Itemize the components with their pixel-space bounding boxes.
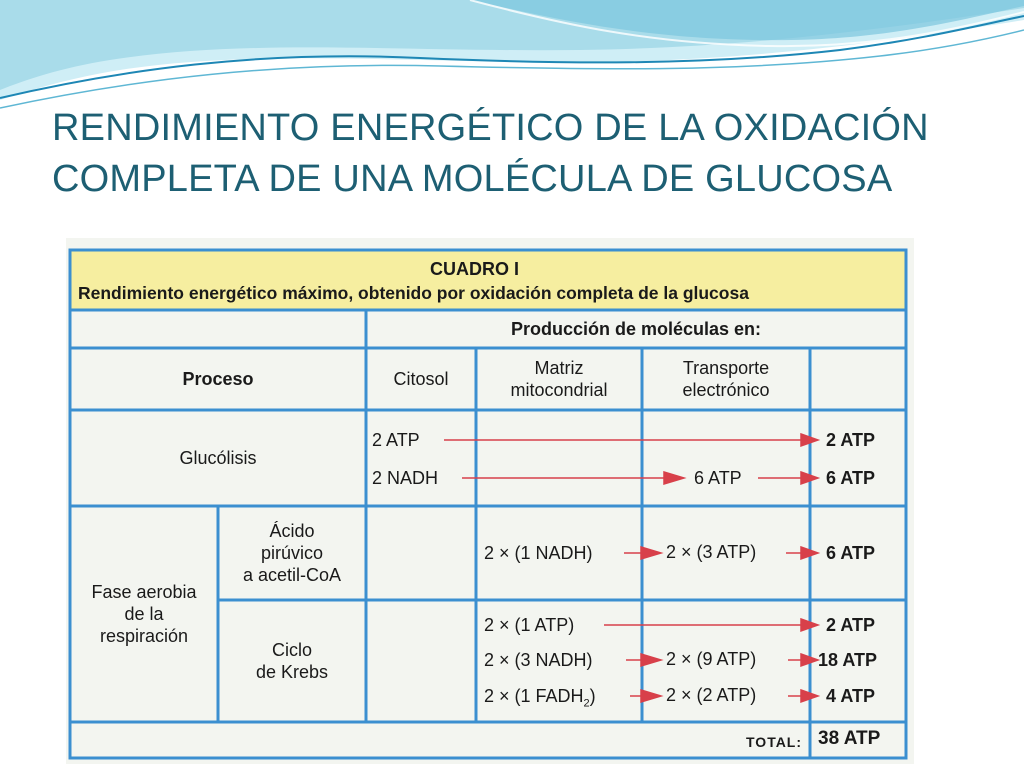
acido-line3: a acetil-CoA bbox=[242, 565, 342, 585]
arrow-krebs-fadh-head bbox=[641, 690, 661, 702]
fase-aerobia-line3: respiración bbox=[99, 626, 189, 646]
total-label: TOTAL: bbox=[746, 734, 803, 750]
fase-aerobia-line1: Fase aerobia bbox=[91, 582, 197, 602]
krebs-line2: de Krebs bbox=[255, 662, 329, 682]
arrow-krebs-nadh-head bbox=[641, 654, 661, 666]
krebs-row3-matriz bbox=[484, 686, 596, 714]
col-header-transporte-line1: Transporte bbox=[682, 358, 770, 378]
krebs-row2-total: 18 ATP bbox=[818, 650, 878, 670]
row-label-fase-aerobia bbox=[70, 506, 218, 722]
slide-title-line-2: COMPLETA DE UNA MOLÉCULA DE GLUCOSA bbox=[52, 158, 893, 200]
cuadro-caption: Rendimiento energético máximo, obtenido por oxidación completa de la glucosa bbox=[78, 283, 749, 303]
arrow-acido-nadh-head bbox=[641, 547, 661, 559]
fase-aerobia-line2: de la bbox=[124, 604, 164, 624]
col-header-citosol: Citosol bbox=[393, 369, 449, 389]
krebs-row1-matriz: 2 × (1 ATP) bbox=[484, 615, 575, 635]
acido-transporte: 2 × (3 ATP) bbox=[666, 542, 757, 562]
glucolisis-citosol-atp: 2 ATP bbox=[372, 430, 420, 450]
krebs-row3-matriz-sub: 2 bbox=[583, 697, 590, 710]
cuadro-table bbox=[66, 238, 914, 764]
row-label-krebs bbox=[218, 600, 366, 722]
glucolisis-total-atp: 2 ATP bbox=[826, 430, 876, 450]
col-header-transporte bbox=[642, 348, 810, 410]
total-value: 38 ATP bbox=[818, 728, 881, 749]
production-header: Producción de moléculas en: bbox=[510, 319, 762, 339]
krebs-row3-matriz-prefix: 2 × (1 FADH bbox=[484, 686, 584, 706]
col-header-proceso: Proceso bbox=[182, 369, 254, 389]
krebs-row1-total: 2 ATP bbox=[826, 615, 876, 635]
row-label-acido-piruvico bbox=[218, 506, 366, 600]
acido-matriz: 2 × (1 NADH) bbox=[484, 543, 593, 563]
arrow-glu-nadh-head bbox=[664, 472, 684, 484]
col-header-matriz-line2: mitocondrial bbox=[510, 380, 608, 400]
krebs-row3-matriz-suffix: ) bbox=[589, 686, 596, 706]
slide-title bbox=[52, 103, 992, 205]
col-header-matriz-line1: Matriz bbox=[534, 358, 584, 378]
glucolisis-total-nadh-atp: 6 ATP bbox=[826, 468, 876, 488]
acido-line1: Ácido bbox=[269, 521, 315, 541]
slide-title-line-1: RENDIMIENTO ENERGÉTICO DE LA OXIDACIÓN bbox=[52, 107, 929, 149]
krebs-row3-transporte: 2 × (2 ATP) bbox=[666, 685, 757, 705]
krebs-row2-transporte: 2 × (9 ATP) bbox=[666, 649, 757, 669]
col-header-transporte-line2: electrónico bbox=[682, 380, 770, 400]
cuadro-label: CUADRO I bbox=[430, 259, 519, 279]
acido-total: 6 ATP bbox=[826, 543, 876, 563]
krebs-line1: Ciclo bbox=[271, 640, 312, 660]
acido-line2: pirúvico bbox=[260, 543, 324, 563]
krebs-row3-total: 4 ATP bbox=[826, 686, 876, 706]
glucolisis-citosol-nadh: 2 NADH bbox=[372, 468, 439, 488]
col-header-matriz bbox=[476, 348, 642, 410]
row-label-glucolisis: Glucólisis bbox=[179, 448, 257, 468]
glucolisis-transporte-atp: 6 ATP bbox=[694, 468, 742, 488]
krebs-row2-matriz: 2 × (3 NADH) bbox=[484, 650, 593, 670]
